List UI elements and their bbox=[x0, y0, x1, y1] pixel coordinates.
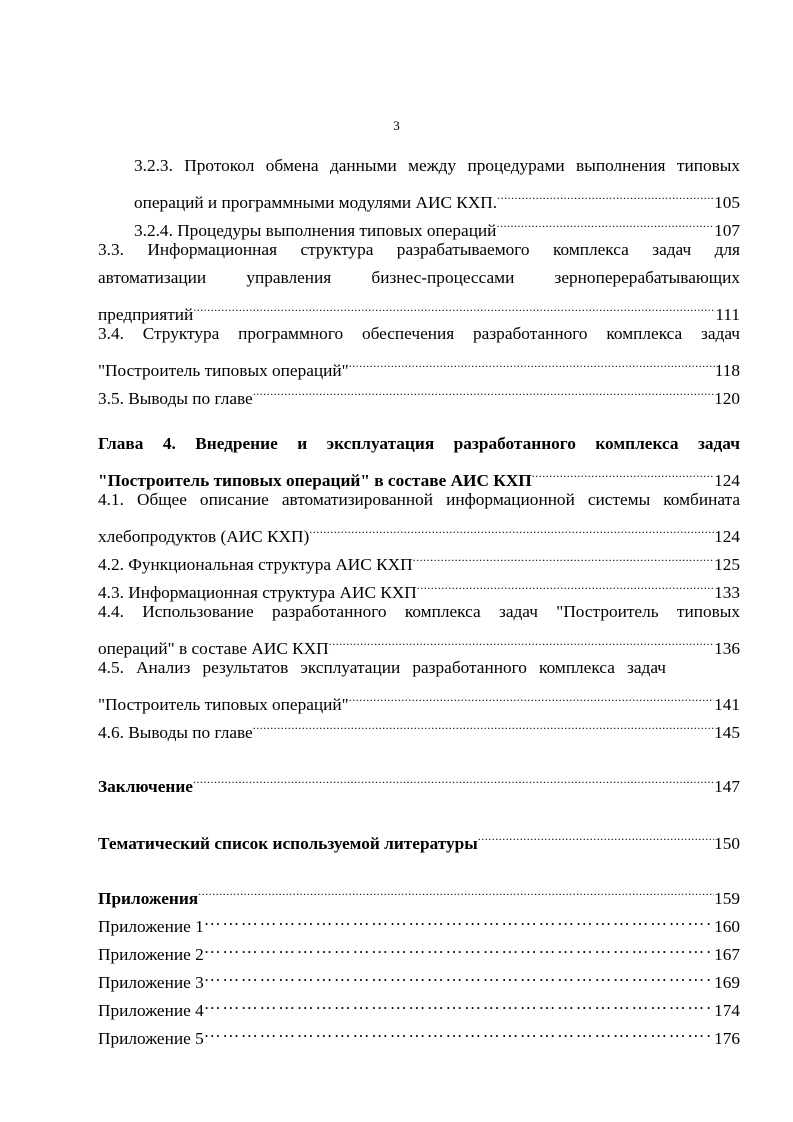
toc-appendix-3[interactable] bbox=[98, 960, 740, 992]
toc-entry-4-4-line1: 4.4. Использование разработанного комплекса задач "Построитель типовых bbox=[98, 602, 740, 621]
dot-leader bbox=[193, 764, 714, 792]
toc-entry-title: "Построитель типовых операций" bbox=[98, 361, 349, 380]
toc-entry-title: операций" в составе АИС КХП bbox=[98, 639, 329, 658]
toc-entry-4-1[interactable] bbox=[98, 514, 740, 546]
toc-entry-4-5[interactable] bbox=[98, 682, 740, 714]
ellipsis-leader bbox=[204, 1016, 710, 1044]
dot-leader bbox=[329, 626, 714, 654]
dot-leader bbox=[253, 376, 714, 404]
toc-page-number: 125 bbox=[714, 555, 740, 574]
toc-page-number: 174 bbox=[714, 1001, 740, 1020]
ellipsis-leader bbox=[204, 932, 710, 960]
toc-entry-title: 4.2. Функциональная структура АИС КХП bbox=[98, 555, 413, 574]
toc-page-number: 136 bbox=[714, 639, 740, 658]
toc-page-number: 159 bbox=[714, 889, 740, 908]
dot-leader bbox=[413, 542, 714, 570]
toc-appendix-4[interactable] bbox=[98, 988, 740, 1020]
toc-entry-title: Приложение 4 bbox=[98, 1001, 204, 1020]
toc-entry-title: Приложения bbox=[98, 889, 199, 908]
toc-page-number: 167 bbox=[714, 945, 740, 964]
toc-appendix-5[interactable] bbox=[98, 1016, 740, 1048]
toc-entry-4-5-line1: 4.5. Анализ результатов эксплуатации разработанного комплекса задач bbox=[98, 658, 666, 677]
toc-chapter-4-line1: Глава 4. Внедрение и эксплуатация разработанного комплекса задач bbox=[98, 434, 740, 453]
toc-entry-4-6[interactable] bbox=[98, 710, 740, 742]
toc-page-number: 107 bbox=[714, 221, 740, 240]
toc-page-number: 124 bbox=[714, 527, 740, 546]
toc-entry-3-3[interactable] bbox=[98, 292, 740, 324]
toc-entry-title: 3.5. Выводы по главе bbox=[98, 389, 253, 408]
ellipsis-leader bbox=[204, 904, 710, 932]
toc-entry-4-2[interactable] bbox=[98, 542, 740, 574]
toc-entry-3-4-line1: 3.4. Структура программного обеспечения разработанного комплекса задач bbox=[98, 324, 740, 343]
toc-entry-3-4[interactable] bbox=[98, 348, 740, 380]
toc-page-number: 145 bbox=[714, 723, 740, 742]
toc-page-number: 147 bbox=[714, 777, 740, 796]
toc-page-number: 124 bbox=[714, 471, 740, 490]
toc-page-number: 150 bbox=[714, 834, 740, 853]
toc-entry-title: "Построитель типовых операций" bbox=[98, 695, 349, 714]
toc-entry-title: хлебопродуктов (АИС КХП) bbox=[98, 527, 310, 546]
page-number: 3 bbox=[393, 118, 400, 133]
dot-leader bbox=[198, 876, 714, 904]
toc-literature[interactable] bbox=[98, 821, 740, 853]
toc-page-number: 111 bbox=[715, 305, 740, 324]
toc-entry-3-5[interactable] bbox=[98, 376, 740, 408]
toc-entry-title: Приложение 1 bbox=[98, 917, 204, 936]
toc-entry-4-3[interactable] bbox=[98, 570, 740, 602]
toc-entry-3-2-3[interactable] bbox=[134, 180, 740, 212]
dot-leader bbox=[349, 348, 715, 376]
toc-appendices[interactable] bbox=[98, 876, 740, 908]
toc-page-number: 160 bbox=[714, 917, 740, 936]
toc-entry-title: Приложение 2 bbox=[98, 945, 204, 964]
toc-page-number: 120 bbox=[714, 389, 740, 408]
dot-leader bbox=[193, 292, 715, 320]
toc-page-number: 105 bbox=[714, 193, 740, 212]
toc-chapter-4[interactable] bbox=[98, 458, 740, 490]
toc-entry-title: Приложение 5 bbox=[98, 1029, 204, 1048]
toc-entry-title: операций и программными модулями АИС КХП. bbox=[134, 193, 498, 212]
dot-leader bbox=[253, 710, 714, 738]
toc-appendix-2[interactable] bbox=[98, 932, 740, 964]
ellipsis-leader bbox=[204, 960, 710, 988]
toc-entry-title: Тематический список используемой литературы bbox=[98, 834, 478, 853]
ellipsis-leader bbox=[204, 988, 710, 1016]
toc-entry-title: предприятий bbox=[98, 305, 194, 324]
toc-entry-3-3-line2: автоматизации управления бизнес-процессами зерноперерабатывающих bbox=[98, 268, 740, 287]
dot-leader bbox=[497, 180, 714, 208]
toc-entry-3-2-4[interactable] bbox=[134, 208, 740, 240]
toc-entry-title: "Построитель типовых операций" в составе АИС КХП bbox=[98, 471, 532, 490]
toc-entry-3-3-line1: 3.3. Информационная структура разрабатываемого комплекса задач для bbox=[98, 240, 740, 259]
toc-entry-4-4[interactable] bbox=[98, 626, 740, 658]
dot-leader bbox=[478, 821, 714, 849]
toc-appendix-1[interactable] bbox=[98, 904, 740, 936]
toc-entry-title: 4.6. Выводы по главе bbox=[98, 723, 253, 742]
toc-entry-title: 4.3. Информационная структура АИС КХП bbox=[98, 583, 417, 602]
toc-page-number: 133 bbox=[714, 583, 740, 602]
toc-entry-title: Заключение bbox=[98, 777, 193, 796]
dot-leader bbox=[417, 570, 714, 598]
dot-leader bbox=[496, 208, 714, 236]
dot-leader bbox=[349, 682, 714, 710]
toc-page-number: 141 bbox=[714, 695, 740, 714]
toc-page-number: 169 bbox=[714, 973, 740, 992]
dot-leader bbox=[309, 514, 714, 542]
toc-entry-3-2-3-line1: 3.2.3. Протокол обмена данными между процедурами выполнения типовых bbox=[134, 156, 740, 175]
dot-leader bbox=[532, 458, 714, 486]
toc-conclusion[interactable] bbox=[98, 764, 740, 796]
toc-page-number: 118 bbox=[714, 361, 740, 380]
toc-entry-4-1-line1: 4.1. Общее описание автоматизированной информационной системы комбината bbox=[98, 490, 740, 509]
toc-entry-title: Приложение 3 bbox=[98, 973, 204, 992]
toc-page-number: 176 bbox=[714, 1029, 740, 1048]
toc-entry-title: 3.2.4. Процедуры выполнения типовых операций bbox=[134, 221, 497, 240]
